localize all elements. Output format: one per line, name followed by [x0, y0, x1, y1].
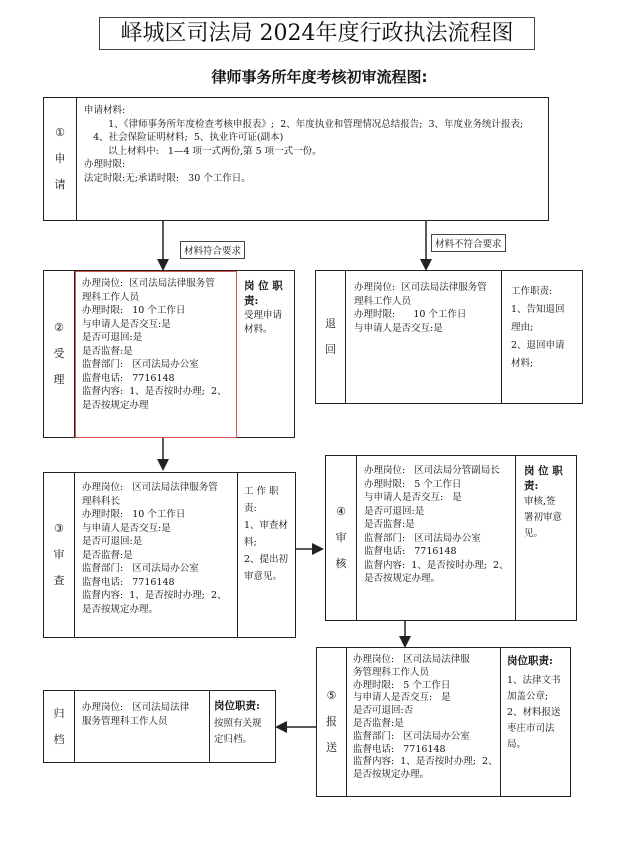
step-accept-box: [43, 270, 295, 438]
step-approve-label: [326, 456, 357, 620]
step-archive-box: [43, 690, 276, 763]
step-label-char: 归: [53, 706, 65, 720]
submit-duty: [507, 654, 569, 753]
step-apply-text: 申请材料: 1、《律师事务所年度检查考核申报表》; 2、年度执业和管理情况总结报告; 3、年度业务统计报表; 4、社会保险证明材料; 5、执业许可证(副本) 以上材料中: 1—4 项一式两份,第 5 项一式一份。 办理时限: 法定时限:无;承诺时限: 30 个工作日。: [84, 105, 524, 184]
accept-duty: [244, 279, 292, 336]
divider: [209, 691, 210, 762]
duty-title: 岗 位 职 责:: [524, 465, 563, 492]
step-accept-text: 办理岗位: 区司法局法律服务管 理科工作人员 办理时限: 10 个工作日 与申请人是否交互:是 是否可退回:是 是否监督:是 监督部门: 区司法局办公室 监督电话: 7716148 监督内容: 1、是否按时办理; 2、 是否按规定办理: [82, 278, 227, 411]
step-submit-text: 办理岗位: 区司法局法律服 务管理科工作人员 办理时限: 5 个工作日 与申请人是否交互: 是 是否可退回:否 是否监督:是 监督部门: 区司法局办公室 监督电话: 7716148 监督内容: 1、是否按时办理; 2、 是否按规定办理。: [353, 654, 498, 781]
step-return-label: [316, 271, 346, 403]
approve-duty: [524, 464, 574, 542]
step-label-char: 查: [53, 574, 65, 587]
step-label-char: 送: [326, 741, 337, 754]
step-label-char: 请: [54, 178, 66, 191]
step-number: ②: [54, 321, 64, 334]
duty-text: 受理申请 材料。: [244, 310, 283, 335]
condition-not-ok-label: 材料不符合要求: [431, 234, 506, 252]
step-label-char: 报: [326, 715, 337, 728]
step-archive-label: [44, 691, 75, 762]
page-title: 峄城区司法局 2024年度行政执法流程图: [99, 17, 535, 50]
step-number: ⑤: [326, 689, 337, 702]
step-accept-label: [44, 271, 75, 437]
duty-text: 审核,签 署初审意 见。: [524, 496, 563, 539]
divider: [237, 473, 238, 637]
step-number: ①: [55, 126, 65, 139]
archive-duty: [214, 699, 274, 748]
step-submit-label: [317, 648, 347, 796]
review-duty-text: 工 作 职 责: 1、审查材 料; 2、提出初 审意见。: [244, 486, 289, 582]
step-label-char: 申: [54, 152, 66, 165]
step-apply-label: [44, 98, 77, 220]
step-review-text: 办理岗位: 区司法局法律服务管 理科科长 办理时限: 10 个工作日 与申请人是否交互:是 是否可退回:是 是否监督:是 监督部门: 区司法局办公室 监督电话: 7716148 监督内容: 1、是否按时办理; 2、 是否按规定办理。: [82, 482, 227, 615]
step-return-text: 办理岗位: 区司法局法律服务管 理科工作人员 办理时限: 10 个工作日 与申请人是否交互:是: [354, 282, 487, 334]
duty-title: 岗位职责:: [214, 700, 260, 712]
step-label-char: 审: [335, 531, 347, 544]
step-archive-text: 办理岗位: 区司法局法律 服务管理科工作人员: [82, 702, 190, 727]
step-approve-box: [325, 455, 577, 621]
divider: [501, 271, 502, 403]
step-label-char: 回: [325, 343, 336, 356]
step-review-label: [44, 473, 75, 637]
step-submit-box: [316, 647, 571, 797]
divider: [500, 648, 501, 796]
step-number: ③: [54, 522, 64, 535]
step-label-char: 核: [335, 557, 347, 570]
step-review-box: [43, 472, 296, 638]
duty-text: 按照有关规 定归档。: [214, 718, 262, 745]
duty-text: 1、法律文书 加盖公章; 2、材料报送 枣庄市司法 局。: [507, 675, 561, 750]
step-label-char: 理: [53, 373, 65, 386]
step-label-char: 退: [325, 317, 336, 330]
return-duty-text: 工作职责: 1、告知退回 理由; 2、退回申请 材料;: [511, 286, 565, 369]
duty-title: 岗位职责:: [507, 655, 553, 667]
step-apply-box: [43, 97, 549, 221]
step-label-char: 受: [53, 347, 65, 360]
condition-ok-label: 材料符合要求: [180, 241, 245, 259]
duty-title: 岗 位 职 责:: [244, 280, 283, 307]
step-approve-text: 办理岗位: 区司法局分管副局长 办理时限: 5 个工作日 与申请人是否交互: 是 是否可退回:是 是否监督:是 监督部门: 区司法局办公室 监督电话: 7716148 监督内容: 1、是否按时办理; 2、 是否按规定办理。: [364, 465, 509, 584]
flowchart-subtitle: 律师事务所年度考核初审流程图:: [211, 68, 428, 86]
step-label-char: 审: [53, 548, 65, 561]
step-number: ④: [336, 505, 346, 518]
divider: [515, 456, 516, 620]
step-label-char: 档: [53, 732, 65, 746]
step-return-box: [315, 270, 583, 404]
